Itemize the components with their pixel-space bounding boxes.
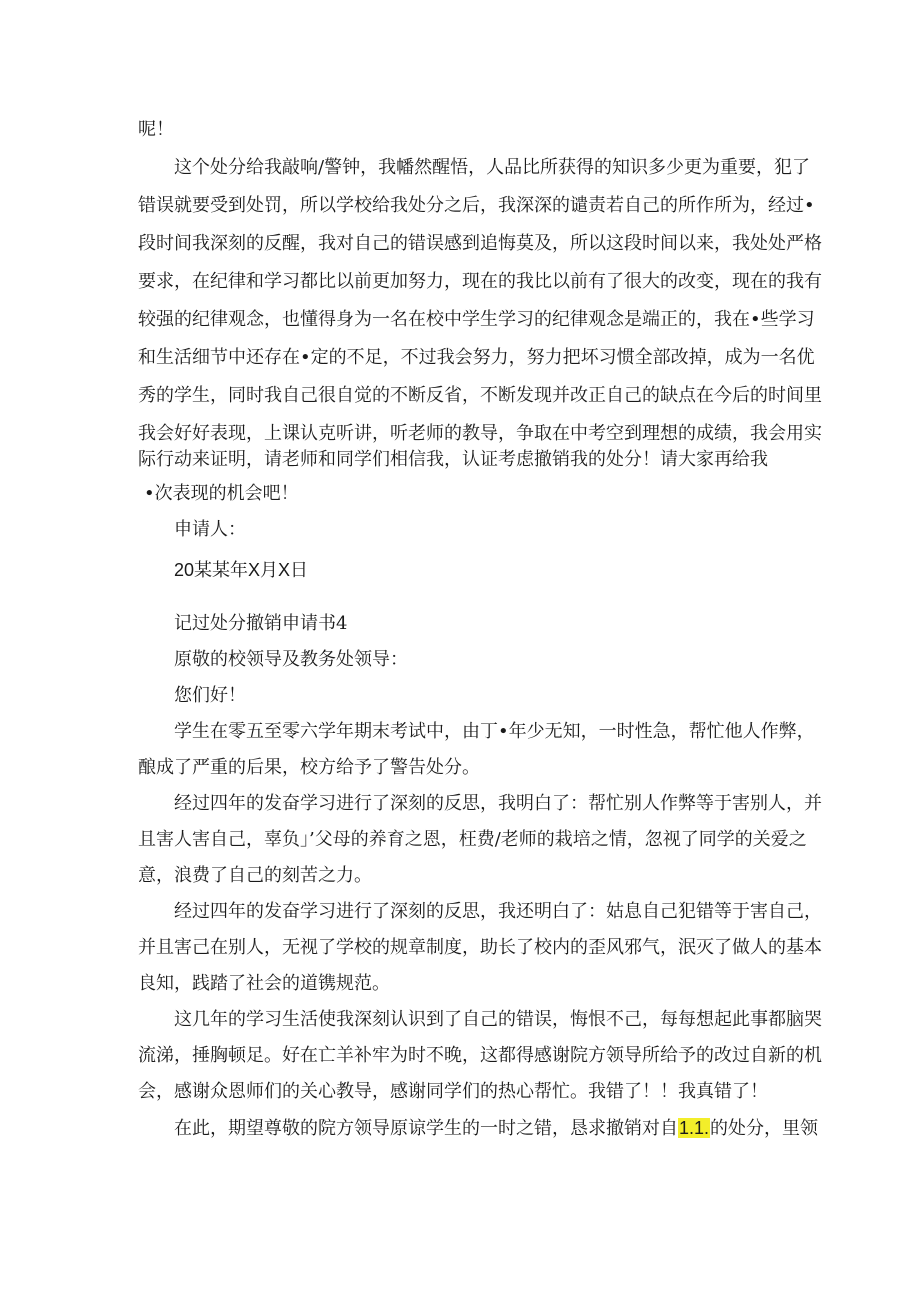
salutation: 原敬的校领导及教务处领导： — [174, 649, 408, 670]
text-line: 错误就要受到处罚，所以学校给我处分之后，我深深的谴责若自己的所作所为，经过• — [138, 195, 815, 216]
text-line: 和生活细节中还存在•定的不足，不过我会努力，努力把坏习惯全部改掉，成为一名优 — [138, 347, 815, 368]
applicant-label: 申请人： — [174, 519, 246, 540]
text-line: •次表现的机会吧！ — [144, 483, 299, 504]
text-line: 良知，践踏了社会的道镌规范。 — [138, 973, 390, 994]
text-line: 呢！ — [138, 119, 174, 140]
text-line: 经过四年的发奋学习进行了深刻的反思，我还明白了：姑息自己犯错等于害自己， — [174, 901, 822, 922]
text-line-last — [174, 1116, 819, 1140]
text-line: 要求，在纪律和学习都比以前更加努力，现在的我比以前有了很大的改变，现在的我有 — [138, 271, 822, 292]
text-line: 意，浪费了自己的刻苦之力。 — [138, 865, 372, 886]
text-line: 并且害己在别人，无视了学校的规章制度，助长了校内的歪风邪气，泯灭了做人的基本 — [138, 937, 822, 958]
text-line: 较强的纪律观念，也懂得身为一名在校中学生学习的纪律观念是端正的，我在•些学习 — [138, 309, 815, 330]
greeting: 您们好！ — [174, 685, 246, 706]
text-line: 流涕，捶胸顿足。好在亡羊补牢为时不晚，这都得感谢院方领导所给予的改过自新的机 — [138, 1045, 822, 1066]
text-line: 会，感谢众恩师们的关心教导，感谢同学们的热心帮忙。我错了！！我真错了！ — [138, 1081, 768, 1102]
text-line: 秀的学生，同时我自己很自觉的不断反省，不断发现并改正自己的缺点在今后的时间里 — [138, 385, 822, 406]
text-line: 酿成了严重的后果，校方给予了警告处分。 — [138, 757, 480, 778]
section-title: 记过处分撤销申请书4 — [174, 613, 348, 634]
text-line: 我会好好表现，上课认克听讲，听老师的教导，争取在中考空到理想的成绩，我会用实 — [138, 423, 822, 444]
text-line: 这几年的学习生活使我深刻认识到了自己的错误，悔恨不己，每每想起此事都脑哭 — [174, 1009, 822, 1030]
text-segment: 的处分，里领 — [710, 1118, 819, 1139]
text-line: 经过四年的发奋学习进行了深刻的反思，我明白了：帮忙别人作弊等于害别人，并 — [174, 793, 822, 814]
text-segment: 在此，期望尊敬的院方领导原谅学生的一时之错，恳求撤销对自 — [174, 1118, 678, 1139]
highlighted-text: 1.1. — [679, 1118, 710, 1138]
text-line: 际行动来证明，请老师和同学们相信我，认证考虑撤销我的处分！请大家再给我 — [138, 449, 768, 470]
text-line: 学生在零五至零六学年期末考试中，由丁•年少无知，一时性急，帮忙他人作弊， — [174, 721, 815, 742]
date-line: 20某某年X月X日 — [174, 560, 309, 580]
text-line: 且害人害自己，辜负」’父母的养育之恩，枉费/老师的栽培之情，忽视了同学的关爱之 — [138, 829, 807, 850]
text-line: 段时间我深刻的反醒，我对自己的错误感到追悔莫及，所以这段时间以来，我处处严格 — [138, 233, 822, 254]
text-line: 这个处分给我敲响/警钟，我幡然醒悟，人品比所获得的知识多少更为重要，犯了 — [174, 157, 811, 178]
